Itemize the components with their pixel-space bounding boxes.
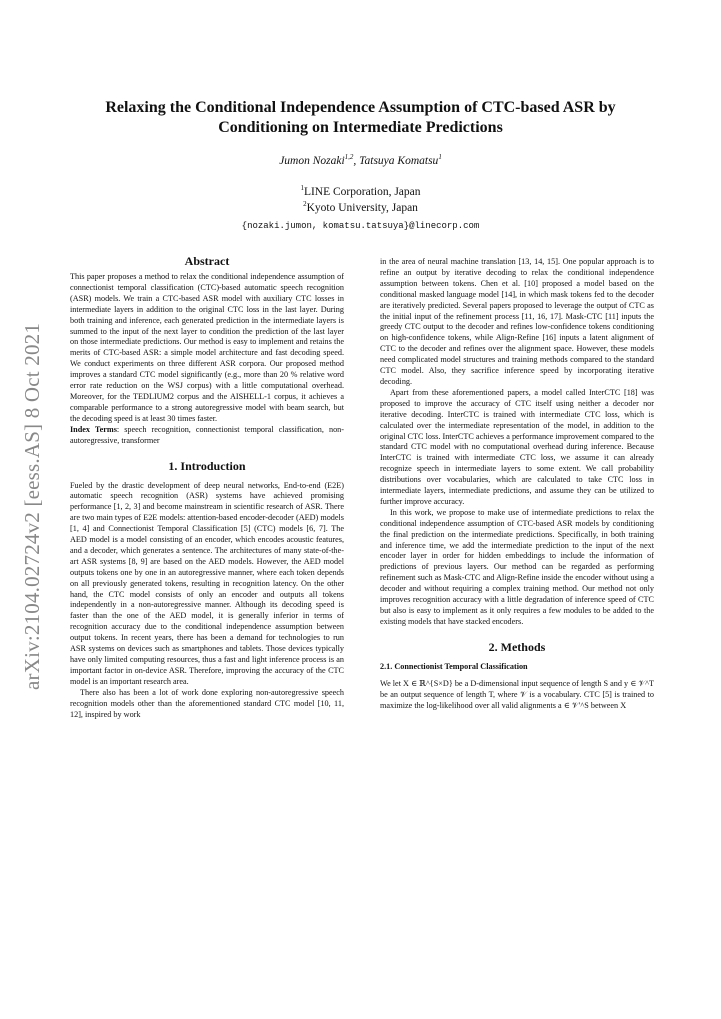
ctc-subheading: 2.1. Connectionist Temporal Classification — [380, 661, 528, 671]
intro-paragraph-continued: in the area of neural machine translation [13, 14, 15]. One popular approach is to refine an output by iterative decoding to relax the conditional independence assumption between tokens. Chen et al. [10] proposed a model based on the conditional masked language model [14], in which mask tokens fed to the decoder are iteratively predicted. Several papers proposed to leverage the output of CTC as the initial input of the refinement process [11, 16, 17]. Mask-CTC [11] inputs the greedy CTC output to the decoder and refines low-confidence tokens conditioning on high-confidence tokens, while Align-Refine [16] inputs a latent alignment of CTC to the decoder and refines over the alignment space. However, these models need complicated model structures and training methods compared to the standard CTC model. Also, they sacrifice inference speed by incorporating iterative decoding. — [380, 257, 654, 386]
intro-paragraph: Apart from these aforementioned papers, a model called InterCTC [18] was proposed to improve the accuracy of CTC itself using neither a decoder nor iterative decoding. InterCTC is trained with intermediate CTC loss, which is calculated over the intermediate representation of the model, in addition to the original CTC loss. InterCTC achieves a performance improvement compared to the standard CTC model with no computational overhead during inference. Because InterCTC is trained with intermediate CTC loss, we assume it can already recognize speech in intermediate layers to some extent. We call probability distributions over vocabularies, which are calculated to take CTC loss in intermediate layers, intermediate predictions, and assume they can be utilized to further improve accuracy. — [380, 387, 654, 506]
affiliation-mark: 2 — [303, 200, 307, 209]
abstract-heading: Abstract — [184, 254, 230, 268]
abstract-text: This paper proposes a method to relax the conditional independence assumption of connectionist temporal classification (CTC)-based automatic speech recognition (ASR) models. We train a CTC-based ASR model with auxiliary CTC losses in intermediate layers in addition to the original CTC loss in the last layer. During both training and inference, each generated prediction in the intermediate layers is summed to the input of the next layer to condition the prediction of the last layer on those intermediate predictions. Our method is easy to implement and retains the merits of CTC-based ASR: a simple model architecture and fast decoding speed. We conduct experiments on three different ASR corpora. Our proposed method improves a standard CTC model significantly (e.g., more than 20 % relative word error rate reduction on the WSJ corpus) with a little computational overhead. Moreover, for the TEDLIUM2 corpus and the AISHELL-1 corpus, it achieves a comparable performance to a strong autoregressive model with beam search, but the decoding speed is at least 30 times faster. — [70, 272, 344, 423]
affiliation-list — [70, 184, 651, 216]
author-email: {nozaki.jumon, komatsu.tatsuya}@linecorp.com — [241, 221, 480, 231]
right-column — [380, 257, 654, 711]
author-separator: , — [353, 155, 360, 167]
paper-title: Relaxing the Conditional Independence Assumption of CTC-based ASR by Conditioning on Intermediate Predictions — [105, 99, 616, 136]
introduction-heading: 1. Introduction — [168, 458, 246, 473]
arxiv-identifier: arXiv:2104.02724v2 [eess.AS] 8 Oct 2021 — [20, 322, 44, 690]
affiliation-mark: 1 — [300, 184, 304, 193]
intro-paragraph: There also has been a lot of work done exploring non-autoregressive speech recognition models other than the aforementioned standard CTC model [10, 11, 12], inspired by work — [70, 687, 344, 719]
affiliation-text: LINE Corporation, Japan — [303, 186, 421, 198]
methods-heading: 2. Methods — [488, 639, 546, 654]
author-name: Tatsuya Komatsu — [359, 155, 439, 167]
index-terms-label: Index Terms — [70, 424, 117, 434]
affiliation — [70, 200, 651, 216]
intro-paragraph: In this work, we propose to make use of intermediate predictions to relax the conditional independence assumption of CTC-based ASR models by conditioning the final prediction on the intermediate predictions. Specifically, in both training and inference time, we add the intermediate prediction to the input of the next encoder layer in order for hidden embeddings to include the information of predictions of previous layers. Our method can be regarded as performing refinement such as Mask-CTC and Align-Refine inside the encoder without using a decoder and without requiring a complex training method. Our method not only improves recognition accuracy with a little degradation of inference speed of CTC but also is easy to implement as it only requires a few modules to be added to the existing models that have stacked encoders. — [380, 507, 654, 626]
intro-paragraph: Fueled by the drastic development of deep neural networks, End-to-end (E2E) automatic speech recognition (ASR) systems have achieved promising performance [1, 2, 3] and become mainstream in scientific research of ASR. There are two main types of E2E models: attention-based encoder-decoder (AED) models [1, 4] and Connectionist Temporal Classification [5] (CTC) models [6, 7]. The AED model is a model consisting of an encoder, which encodes acoustic features, and a decoder, which generates a sentence. The architectures of many state-of-the-art ASR systems [8, 9] are based on the AED models. However, the AED model outputs tokens one by one in an autoregressive manner, where each token depends on all previously generated tokens, resulting in recognition latency. On the other hand, the CTC model consists of only an encoder and outputs all tokens independently in a non-autoregressive manner. Although its decoding speed is faster than the one of the AED model, it is generally inferior in terms of recognition accuracy due to the conditional independence assumption between output tokens. In recent years, there has been a demand for technologies to run ASR systems on devices such as smartphones and tablets. Those devices typically have only limited computing resources, thus a fast and light inference process is an important factor in on-device ASR. Therefore, improving the accuracy of the CTC model is an important research area. — [70, 480, 344, 686]
methods-paragraph: We let X ∈ ℝ^{S×D} be a D-dimensional input sequence of length S and y ∈ 𝒱^T be an output sequence of length T, where 𝒱 is a vocabulary. CTC [5] is trained to maximize the log-likelihood over all valid alignments a ∈ 𝒱′^S between X — [380, 678, 654, 710]
index-terms-text: : speech recognition, connectionist temporal classification, non-autoregressive, transformer — [70, 424, 344, 445]
affiliation — [70, 184, 651, 200]
author-list — [70, 155, 651, 167]
author-affiliation-mark: 1 — [438, 153, 442, 162]
left-column — [70, 254, 344, 720]
author-name: Jumon Nozaki — [279, 155, 345, 167]
author-affiliation-mark: 1,2 — [344, 153, 354, 162]
affiliation-text: Kyoto University, Japan — [306, 202, 418, 214]
index-terms — [70, 425, 344, 447]
